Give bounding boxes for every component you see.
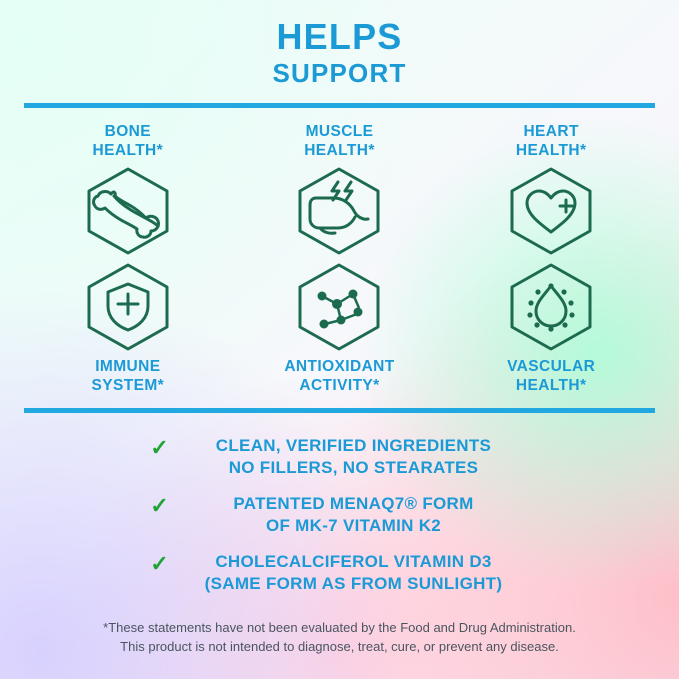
title-line-2: SUPPORT (272, 57, 407, 88)
check-text-line-1: PATENTED MENAQ7® FORM (233, 494, 474, 514)
benefit-label (284, 357, 394, 396)
benefit-label (93, 122, 164, 161)
benefit-label (92, 357, 165, 396)
check-text-line-2: (SAME FORM AS FROM SUNLIGHT) (204, 574, 503, 594)
footnote-line-2: This product is not intended to diagnose, treat, cure, or prevent any disease. (120, 639, 559, 655)
benefit-label-line-2: HEALTH* (304, 142, 375, 160)
benefit-label-line-2: HEALTH* (92, 142, 164, 160)
benefit-immune-system (22, 261, 234, 396)
heart-plus-icon (499, 165, 603, 257)
benefit-label-line-1: HEART (523, 122, 579, 140)
benefit-label-line-2: SYSTEM* (91, 377, 165, 395)
bone-icon (76, 165, 180, 257)
benefit-bone-health (22, 122, 234, 257)
benefit-heart-health (445, 122, 657, 257)
check-text (174, 551, 534, 595)
footnote-line-1: *These statements have not been evaluated by the Food and Drug Administration. (103, 620, 576, 636)
benefit-label-line-1: BONE (104, 122, 152, 140)
benefit-label-line-2: HEALTH* (515, 377, 587, 395)
benefit-label (304, 122, 375, 161)
benefit-label-line-2: HEALTH* (515, 142, 587, 160)
benefit-muscle-health (234, 122, 446, 257)
flexed-arm-icon (287, 165, 391, 257)
list-item (30, 551, 649, 595)
benefit-label-line-1: VASCULAR (507, 357, 596, 375)
check-text (174, 435, 534, 479)
benefit-label (516, 122, 587, 161)
benefits-grid (0, 122, 679, 396)
disclaimer-footnote (0, 619, 679, 657)
check-text (174, 493, 534, 537)
feature-checklist (0, 435, 679, 596)
check-text-line-2: NO FILLERS, NO STEARATES (228, 457, 479, 477)
check-icon: ✓ (150, 493, 169, 519)
blood-drop-icon (499, 261, 603, 353)
benefit-label-line-1: MUSCLE (305, 122, 374, 140)
benefit-label-line-1: ANTIOXIDANT (284, 357, 395, 375)
title-line-1: HELPS (276, 16, 403, 57)
check-text-line-1: CHOLECALCIFEROL VITAMIN D3 (215, 552, 492, 572)
check-icon: ✓ (150, 551, 169, 577)
page-title (0, 0, 679, 89)
list-item (30, 435, 649, 479)
check-text-line-2: OF MK-7 VITAMIN K2 (265, 516, 442, 536)
benefit-label-line-2: ACTIVITY* (299, 377, 380, 395)
molecule-icon (287, 261, 391, 353)
divider-bottom (24, 408, 655, 413)
benefit-label-line-1: IMMUNE (95, 357, 161, 375)
list-item (30, 493, 649, 537)
divider-top (24, 103, 655, 108)
benefit-vascular-health (445, 261, 657, 396)
check-icon: ✓ (150, 434, 169, 460)
benefit-antioxidant-activity (234, 261, 446, 396)
benefit-label (507, 357, 595, 396)
check-text-line-1: CLEAN, VERIFIED INGREDIENTS (215, 435, 492, 455)
shield-plus-icon (76, 261, 180, 353)
